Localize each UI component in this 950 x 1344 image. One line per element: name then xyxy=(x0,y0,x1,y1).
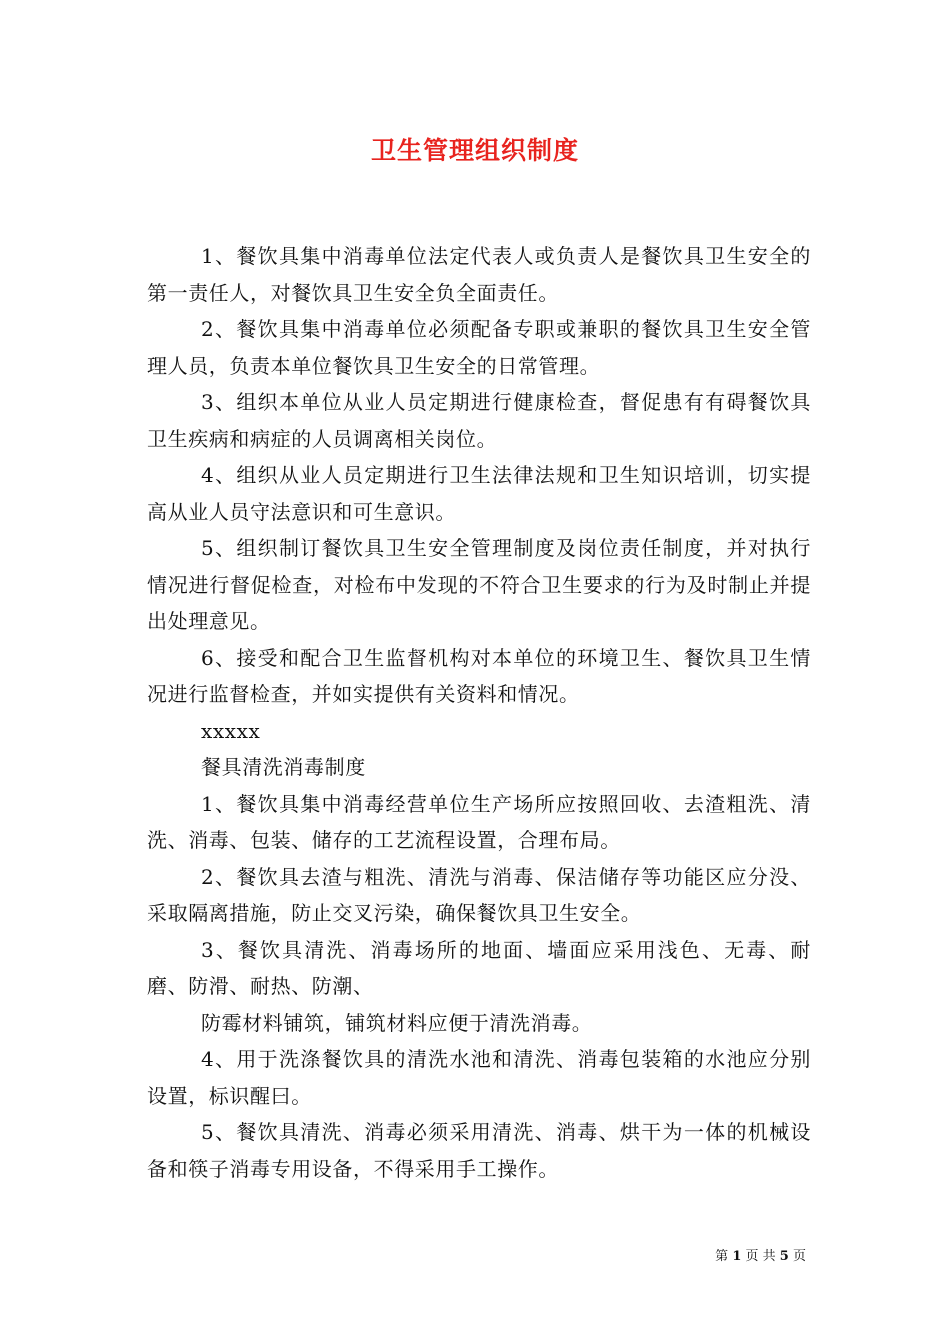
paragraph: 5、餐饮具清洗、消毒必须采用清洗、消毒、烘干为一体的机械设备和筷子消毒专用设备，不得采用手工操作。 xyxy=(147,1120,811,1181)
footer-prefix: 第 xyxy=(715,1249,729,1264)
paragraph: 3、餐饮具清洗、消毒场所的地面、墙面应采用浅色、无毒、耐磨、防滑、耐热、防潮、 xyxy=(147,937,811,998)
footer-middle: 页 共 xyxy=(745,1249,776,1264)
footer-suffix: 页 xyxy=(792,1249,806,1264)
footer-total-pages: 5 xyxy=(779,1249,789,1264)
paragraph: 2、餐饮具去渣与粗洗、清洗与消毒、保洁储存等功能区应分没、采取隔离措施，防止交叉污染，确保餐饮具卫生安全。 xyxy=(147,864,811,925)
page-footer xyxy=(715,1248,806,1266)
paragraph: 4、组织从业人员定期进行卫生法律法规和卫生知识培训，切实提高从业人员守法意识和可生意识。 xyxy=(147,463,811,524)
footer-page-number: 1 xyxy=(732,1249,742,1264)
document-title: 卫生管理组织制度 xyxy=(370,136,579,165)
paragraph: 1、餐饮具集中消毒经营单位生产场所应按照回收、去渣粗洗、清洗、消毒、包装、储存的工艺流程设置，合理布局。 xyxy=(147,791,811,852)
document-body xyxy=(147,238,811,1187)
paragraph: 1、餐饮具集中消毒单位法定代表人或负责人是餐饮具卫生安全的第一责任人，对餐饮具卫生安全负全面责任。 xyxy=(147,244,811,305)
paragraph: 4、用于洗涤餐饮具的清洗水池和清洗、消毒包装箱的水池应分别设置，标识醒曰。 xyxy=(147,1047,811,1108)
placeholder-line: xxxxx xyxy=(201,718,261,743)
section-heading: 餐具清洗消毒制度 xyxy=(201,755,366,779)
paragraph: 2、餐饮具集中消毒单位必须配备专职或兼职的餐饮具卫生安全管理人员，负责本单位餐饮具卫生安全的日常管理。 xyxy=(147,317,811,378)
paragraph: 3、组织本单位从业人员定期进行健康检查，督促患有有碍餐饮具卫生疾病和病症的人员调离相关岗位。 xyxy=(147,390,811,451)
paragraph: 防霉材料铺筑，铺筑材料应便于清洗消毒。 xyxy=(201,1010,593,1035)
paragraph: 6、接受和配合卫生监督机构对本单位的环境卫生、餐饮具卫生情况进行监督检查，并如实提供有关资料和情况。 xyxy=(147,645,811,706)
paragraph: 5、组织制订餐饮具卫生安全管理制度及岗位责任制度，并对执行情况进行督促检查，对检布中发现的不符合卫生要求的行为及时制止并提出处理意见。 xyxy=(147,536,811,633)
